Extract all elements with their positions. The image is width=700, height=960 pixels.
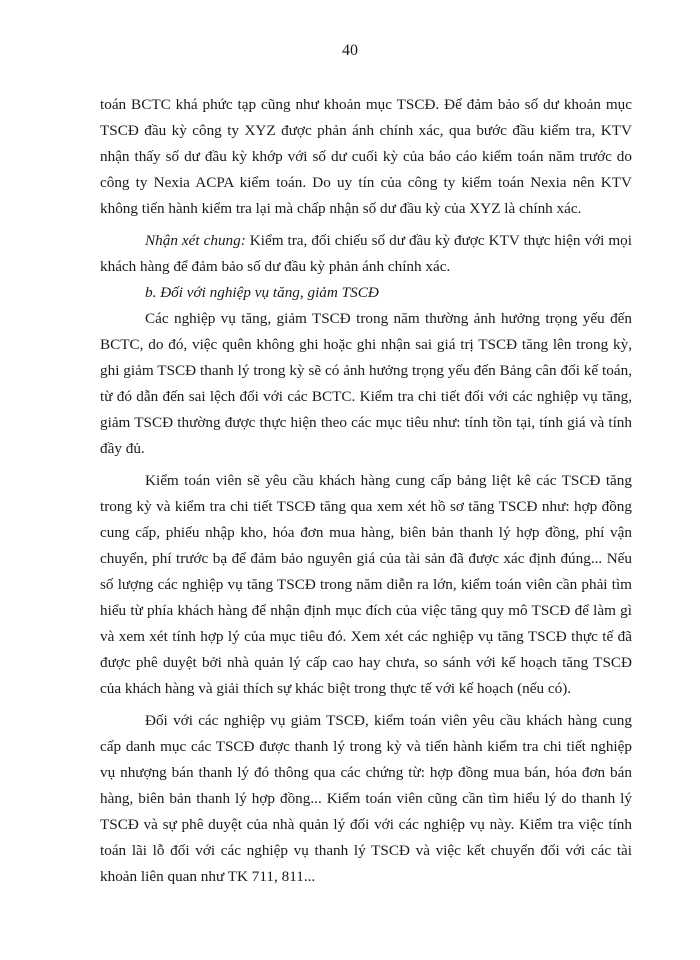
- paragraph-5: Đối với các nghiệp vụ giảm TSCĐ, kiểm toán viên yêu cầu khách hàng cung cấp danh mục các TSCĐ được thanh lý trong kỳ và tiến hành kiểm tra chi tiết nghiệp vụ nhượng bán thanh lý đó thông qua các chứng từ: hợp đồng mua bán, hóa đơn bán hàng, biên bản thanh lý hợp đồng... Kiểm toán viên cũng cần tìm hiểu lý do thanh lý TSCĐ và sự phê duyệt của nhà quản lý đối với các nghiệp vụ này. Kiểm tra việc tính toán lãi lỗ đối với các nghiệp vụ thanh lý TSCĐ và việc kết chuyển đối với các tài khoản liên quan như TK 711, 811...: [100, 712, 632, 885]
- body-text: [100, 92, 632, 890]
- paragraph-1: toán BCTC khá phức tạp cũng như khoản mục TSCĐ. Để đảm bảo số dư khoản mục TSCĐ đầu kỳ công ty XYZ được phản ánh chính xác, qua bước đầu kiểm tra, KTV nhận thấy số dư đầu kỳ khớp với số dư cuối kỳ của báo cáo kiểm toán năm trước do công ty Nexia ACPA kiểm toán. Do uy tín của công ty kiểm toán Nexia nên KTV không tiến hành kiểm tra lại mà chấp nhận số dư đầu kỳ của XYZ là chính xác.: [100, 96, 632, 217]
- general-remark-text: Kiểm tra, đối chiếu số dư đầu kỳ được KTV thực hiện với mọi khách hàng để đảm bảo số dư đầu kỳ phản ánh chính xác.: [100, 232, 632, 275]
- paragraph-4: Kiểm toán viên sẽ yêu cầu khách hàng cung cấp bảng liệt kê các TSCĐ tăng trong kỳ và kiểm tra chi tiết TSCĐ tăng qua xem xét hồ sơ tăng TSCĐ như: hợp đồng cung cấp, phiếu nhập kho, hóa đơn mua hàng, biên bản thanh lý hợp đồng, phí vận chuyển, phí trước bạ để đảm bảo nguyên giá của tài sản đã được xác định đúng... Nếu số lượng các nghiệp vụ tăng TSCĐ trong năm diễn ra lớn, kiểm toán viên cần phải tìm hiểu từ phía khách hàng để nhận định mục đích của việc tăng quy mô TSCĐ để làm gì và xem xét tính hợp lý của mục tiêu đó. Xem xét các nghiệp vụ tăng TSCĐ thực tế đã được phê duyệt bởi nhà quản lý cấp cao hay chưa, so sánh với kế hoạch tăng TSCĐ của khách hàng và giải thích sự khác biệt trong thực tế với kế hoạch (nếu có).: [100, 472, 632, 697]
- paragraph-3: Các nghiệp vụ tăng, giảm TSCĐ trong năm thường ảnh hưởng trọng yếu đến BCTC, do đó, việc quên không ghi hoặc ghi nhận sai giá trị TSCĐ tăng lên trong kỳ, ghi giảm TSCĐ thanh lý trong kỳ sẽ có ảnh hưởng trọng yếu đến Bảng cân đối kế toán, từ đó dẫn đến sai lệch đối với các BCTC. Kiểm tra chi tiết đối với các nghiệp vụ tăng, giảm TSCĐ thường được thực hiện theo các mục tiêu như: tính tồn tại, tính giá và tính đầy đủ.: [100, 310, 632, 457]
- paragraph-2: [100, 228, 632, 280]
- page-number: 40: [342, 42, 358, 59]
- general-remark-label: Nhận xét chung:: [145, 232, 246, 249]
- section-heading-b: b. Đối với nghiệp vụ tăng, giảm TSCĐ: [145, 284, 379, 301]
